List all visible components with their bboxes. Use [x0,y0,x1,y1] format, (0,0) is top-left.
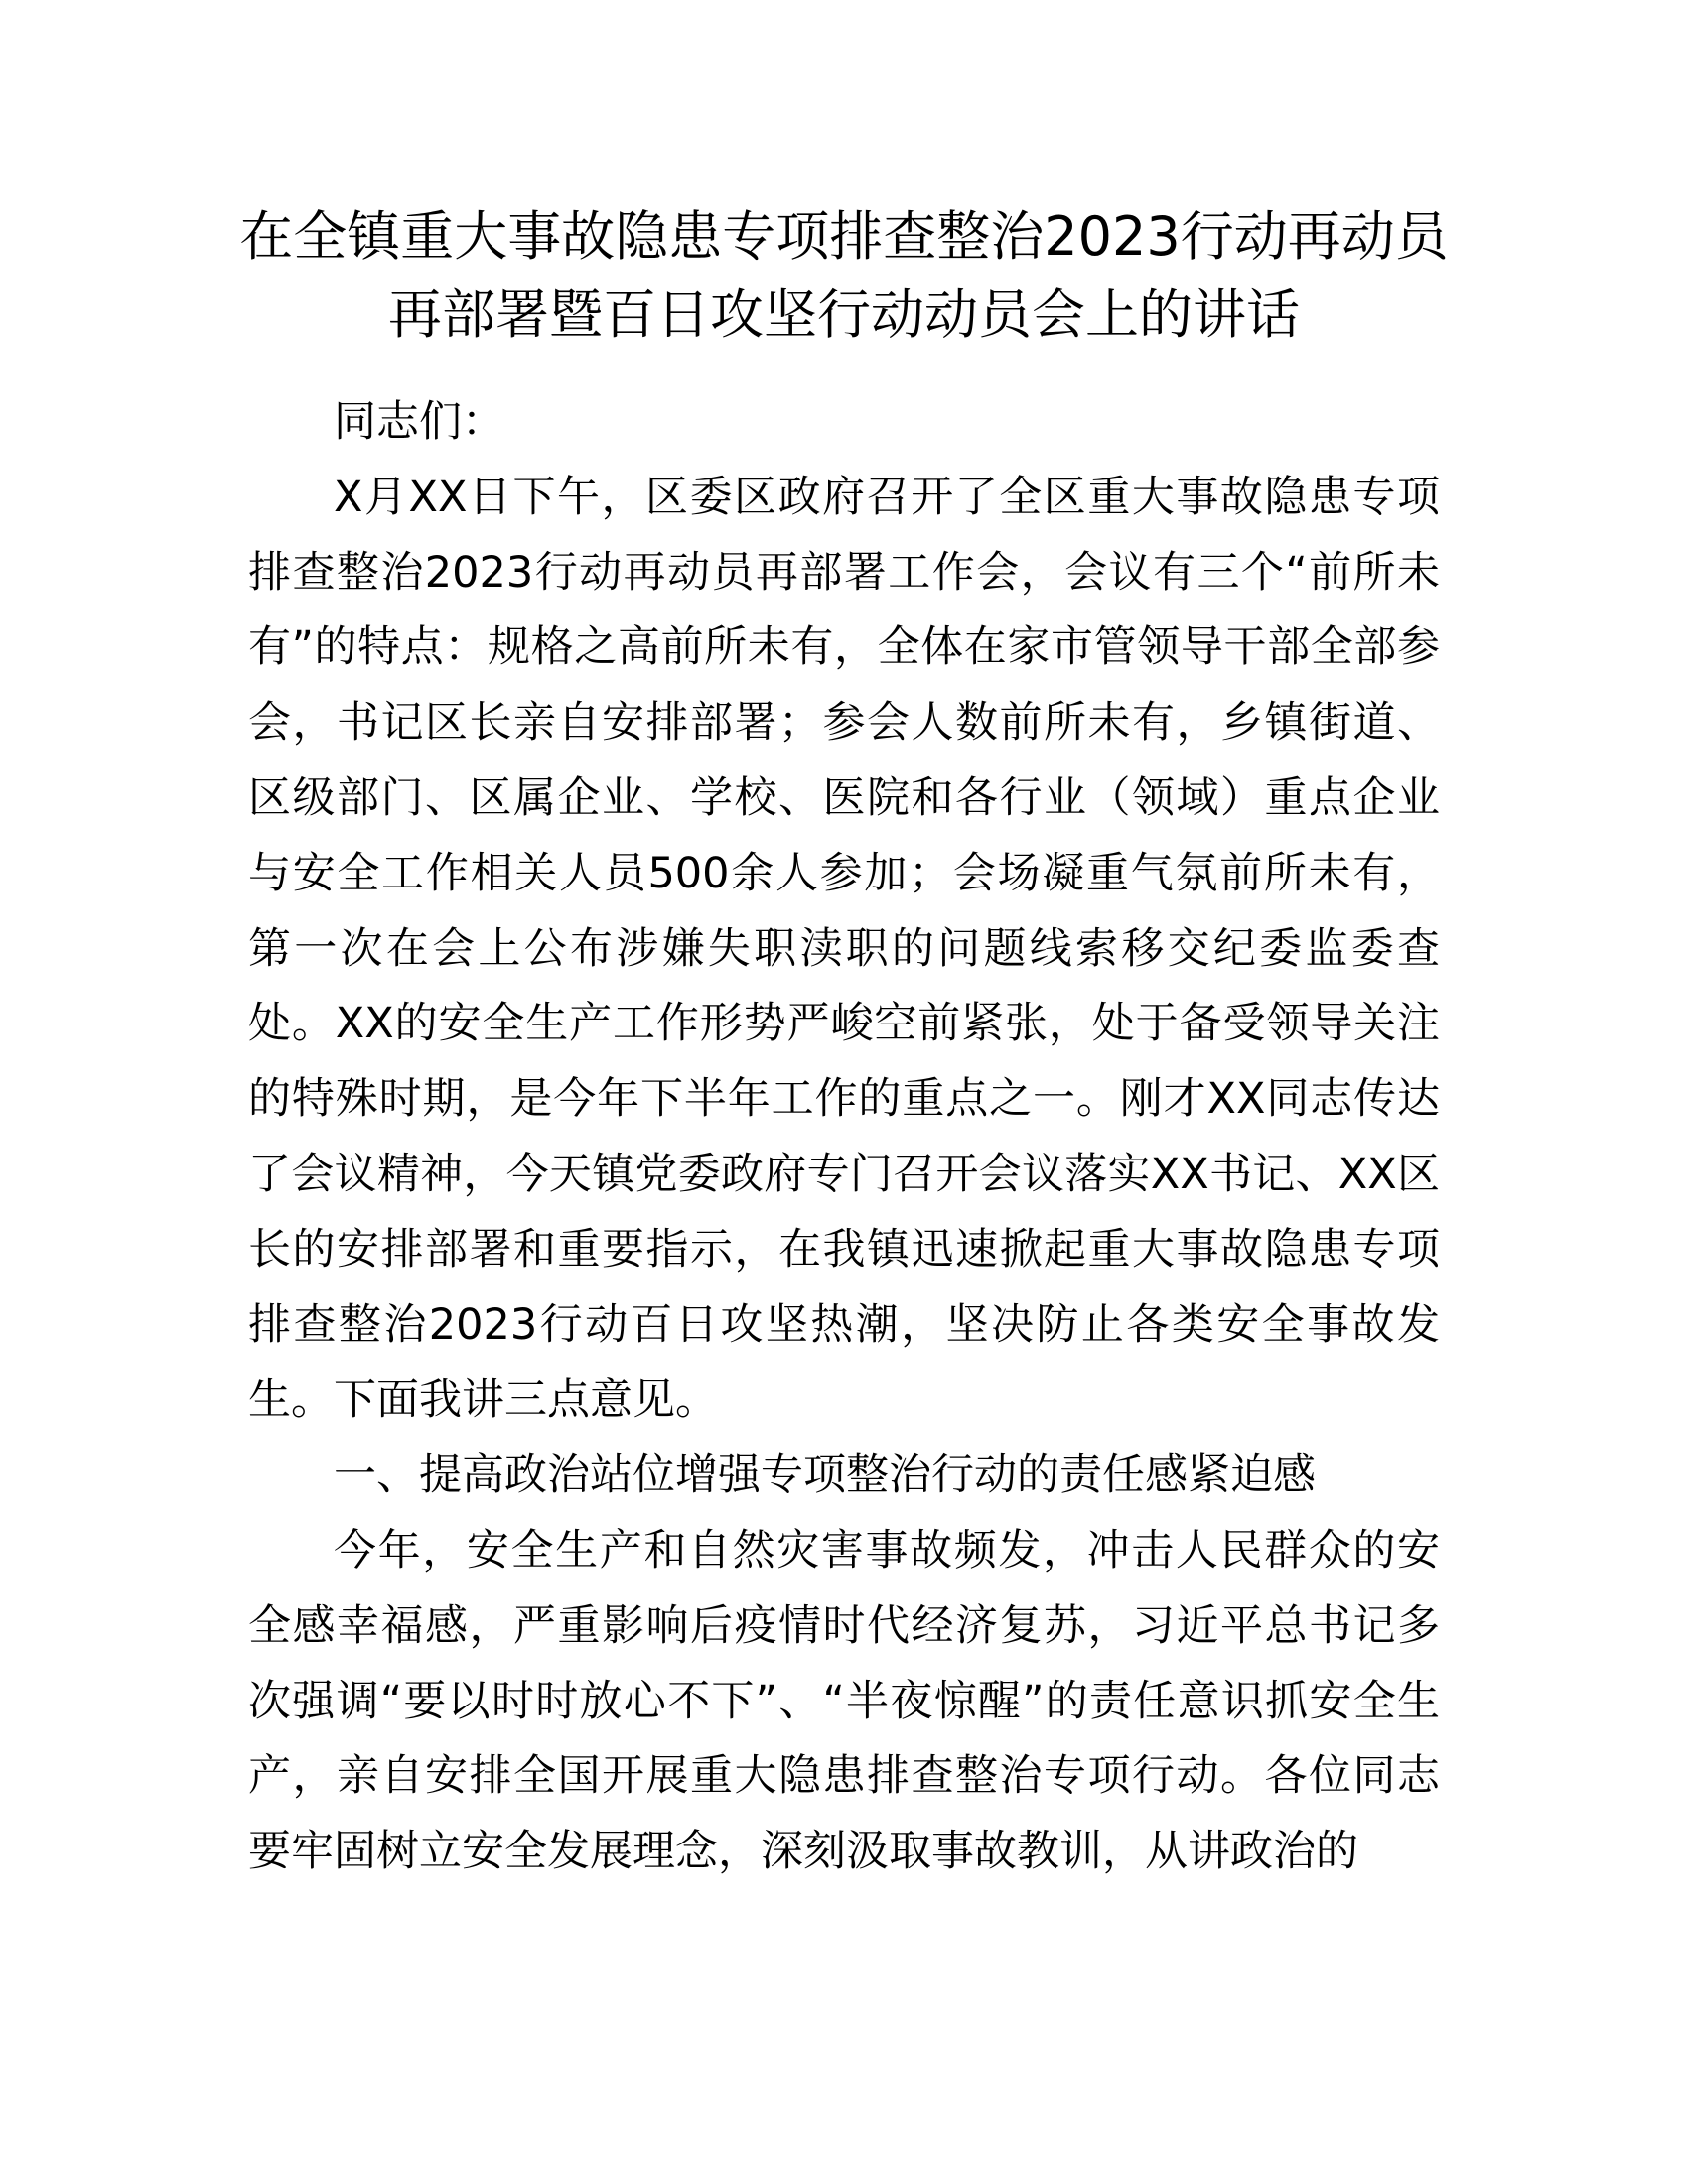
salutation-paragraph: 同志们： [334,397,504,447]
section-heading-1: 一、提高政治站位增强专项整治行动的责任感紧迫感 [334,1450,1316,1501]
document-title: 在全镇重大事故隐患专项排查整治2023行动再动员再部署暨百日攻坚行动动员会上的讲话 [239,205,1449,345]
intro-paragraph: X月XX日下午，区委区政府召开了全区重大事故隐患专项排查整治2023行动再动员再部署工作会，会议有三个“前所未有”的特点：规格之高前所未有，全体在家市管领导干部全部参会，书记区长亲自安排部署；参会人数前所未有，乡镇街道、区级部门、区属企业、学校、医院和各行业（领域）重点企业与安全工作相关人员500余人参加；会场凝重气氛前所未有，第一次在会上公布涉嫌失职渎职的问题线索移交纪委监委查处。XX的安全生产工作形势严峻空前紧张，处于备受领导关注的特殊时期，是今年下半年工作的重点之一。刚才XX同志传达了会议精神，今天镇党委政府专门召开会议落实XX书记、XX区长的安排部署和重要指示，在我镇迅速掀起重大事故隐患专项排查整治2023行动百日攻坚热潮，坚决防止各类安全事故发生。下面我讲三点意见。 [248,472,1440,1426]
document-body [248,385,1440,1890]
section-1-paragraph: 今年，安全生产和自然灾害事故频发，冲击人民群众的安全感幸福感，严重影响后疫情时代经济复苏，习近平总书记多次强调“要以时时放心不下”、“半夜惊醒”的责任意识抓安全生产，亲自安排全国开展重大隐患排查整治专项行动。各位同志要牢固树立安全发展理念，深刻汲取事故教训，从讲政治的 [248,1525,1440,1877]
